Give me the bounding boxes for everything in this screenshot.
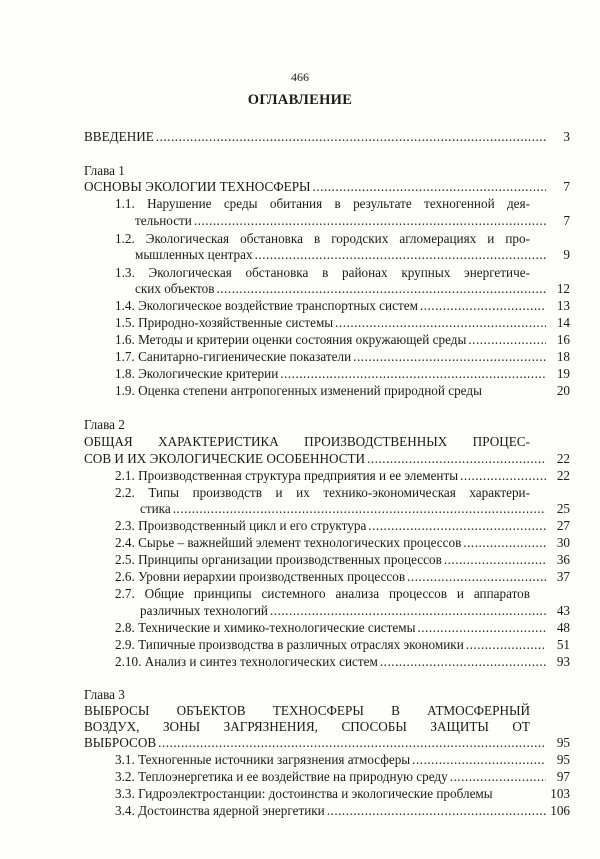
- toc-item-2-10: [115, 654, 570, 670]
- toc-item-text: 3.3. Гидроэлектростанции: достоинства и экологические проблемы: [115, 786, 493, 801]
- chapter-2-title-line1: ОБЩАЯ ХАРАКТЕРИСТИКА ПРОИЗВОДСТВЕННЫХ ПРОЦЕС-: [84, 434, 530, 449]
- leader-dots: [450, 769, 546, 785]
- leader-dots: [194, 213, 546, 229]
- toc-item-page: 51: [556, 637, 570, 652]
- chapter-title-text: ОСНОВЫ ЭКОЛОГИИ ТЕХНОСФЕРЫ: [84, 179, 311, 194]
- toc-item-page: 20: [556, 383, 570, 398]
- leader-dots: [156, 129, 546, 145]
- toc-item-1-3: [135, 281, 570, 297]
- page-number: 466: [291, 70, 309, 84]
- toc-item-text: 2.10. Анализ и синтез технологических систем: [115, 654, 378, 669]
- toc-item-1-2-line1: 1.2. Экологическая обстановка в городских агломерациях и про-: [115, 231, 530, 246]
- leader-dots: [380, 654, 546, 670]
- leader-dots: [407, 569, 546, 585]
- toc-item-3-3: [115, 786, 570, 802]
- toc-item-2-3: [115, 518, 570, 534]
- leader-dots: [444, 552, 546, 568]
- chapter-title-text: СОВ И ИХ ЭКОЛОГИЧЕСКИЕ ОСОБЕННОСТИ: [84, 451, 366, 466]
- toc-item-text: 3.2. Теплоэнергетика и ее воздействие на природную среду: [115, 769, 448, 784]
- chapter-1-title: [84, 179, 570, 195]
- toc-entry-page: 3: [563, 129, 570, 144]
- toc-item-page: 13: [556, 298, 570, 313]
- toc-item-text: ских объектов: [135, 281, 215, 296]
- toc-item-text: 2.1. Производственная структура предприятия и ее элементы: [115, 468, 459, 483]
- leader-dots: [367, 451, 546, 467]
- toc-item-2-7-line1: 2.7. Общие принципы системного анализа процессов и аппаратов: [115, 586, 530, 601]
- toc-item-2-6: [115, 569, 570, 585]
- chapter-page: 95: [556, 735, 570, 750]
- toc-item-2-2-line1: 2.2. Типы производств и их технико-экономическая характери-: [115, 485, 530, 500]
- toc-item-page: 48: [556, 620, 570, 635]
- toc-item-page: 95: [556, 752, 570, 767]
- toc-item-2-8: [115, 620, 570, 636]
- chapter-1-label: Глава 1: [84, 163, 125, 178]
- leader-dots: [270, 603, 546, 619]
- chapter-2-title: [84, 451, 570, 467]
- toc-item-3-1: [115, 752, 570, 768]
- toc-item-page: 93: [556, 654, 570, 669]
- toc-item-1-1: [135, 213, 570, 229]
- toc-item-page: 30: [556, 535, 570, 550]
- toc-item-2-1: [115, 468, 570, 484]
- toc-item-2-7: [140, 603, 570, 619]
- chapter-page: 7: [563, 179, 570, 194]
- toc-item-2-2: [140, 501, 570, 517]
- toc-item-1-2: [135, 247, 570, 263]
- leader-dots: [335, 315, 546, 331]
- toc-item-page: 43: [556, 603, 570, 618]
- toc-entry-intro: [84, 129, 570, 145]
- toc-item-text: стика: [140, 501, 171, 516]
- toc-item-page: 37: [556, 569, 570, 584]
- toc-title: ОГЛАВЛЕНИЕ: [247, 92, 353, 108]
- leader-dots: [463, 535, 546, 551]
- chapter-3-title-line1: ВЫБРОСЫ ОБЪЕКТОВ ТЕХНОСФЕРЫ В АТМОСФЕРНЫЙ: [84, 703, 530, 718]
- toc-item-text: 1.4. Экологическое воздействие транспортных систем: [115, 298, 418, 313]
- toc-item-1-9: [115, 383, 570, 399]
- toc-item-text: различных технологий: [140, 603, 268, 618]
- toc-item-page: 97: [556, 769, 570, 784]
- toc-item-page: 16: [556, 332, 570, 347]
- toc-item-page: 27: [556, 518, 570, 533]
- toc-item-1-4: [115, 298, 570, 314]
- toc-item-page: 18: [556, 349, 570, 364]
- leader-dots: [255, 247, 546, 263]
- chapter-page: 22: [556, 451, 570, 466]
- leader-dots: [173, 501, 546, 517]
- leader-dots: [158, 735, 546, 751]
- toc-item-page: 14: [556, 315, 570, 330]
- toc-item-text: 1.8. Экологические критерии: [115, 366, 279, 381]
- toc-item-text: 1.7. Санитарно-гигиенические показатели: [115, 349, 352, 364]
- toc-item-page: 106: [550, 803, 570, 818]
- toc-item-page: 25: [556, 501, 570, 516]
- toc-item-page: 19: [556, 366, 570, 381]
- toc-item-text: 3.1. Техногенные источники загрязнения атмосферы: [115, 752, 411, 767]
- leader-dots: [466, 637, 546, 653]
- toc-item-text: 1.5. Природно-хозяйственные системы: [115, 315, 334, 330]
- chapter-title-text: ВЫБРОСОВ: [84, 735, 157, 750]
- toc-item-text: 1.6. Методы и критерии оценки состояния окружающей среды: [115, 332, 467, 347]
- toc-item-page: 36: [556, 552, 570, 567]
- toc-item-page: 9: [563, 247, 570, 262]
- toc-item-text: 2.8. Технические и химико-технологические системы: [115, 620, 416, 635]
- toc-item-1-5: [115, 315, 570, 331]
- chapter-3-title-line2: ВОЗДУХ, ЗОНЫ ЗАГРЯЗНЕНИЯ, СПОСОБЫ ЗАЩИТЫ ОТ: [84, 719, 530, 734]
- toc-item-text: 2.3. Производственный цикл и его структура: [115, 518, 367, 533]
- toc-item-3-4: [115, 803, 570, 819]
- toc-item-page: 103: [550, 786, 570, 801]
- leader-dots: [368, 518, 546, 534]
- leader-dots: [313, 179, 546, 195]
- toc-item-1-3-line1: 1.3. Экологическая обстановка в районах крупных энергетиче-: [115, 265, 530, 280]
- toc-item-text: 2.6. Уровни иерархии производственных процессов: [115, 569, 406, 584]
- toc-item-text: 2.9. Типичные производства в различных отраслях экономики: [115, 637, 464, 652]
- toc-item-2-4: [115, 535, 570, 551]
- leader-dots: [417, 620, 546, 636]
- leader-dots: [353, 349, 546, 365]
- toc-item-text: тельности: [135, 213, 192, 228]
- leader-dots: [217, 281, 547, 297]
- toc-item-page: 22: [556, 468, 570, 483]
- toc-item-text: 2.5. Принципы организации производственных процессов: [115, 552, 442, 567]
- toc-item-2-9: [115, 637, 570, 653]
- toc-item-text: 2.4. Сырье – важнейший элемент технологических процессов: [115, 535, 462, 550]
- leader-dots: [420, 298, 546, 314]
- toc-item-page: 12: [556, 281, 570, 296]
- leader-dots: [280, 366, 546, 382]
- leader-dots: [327, 803, 546, 819]
- chapter-3-label: Глава 3: [84, 687, 125, 702]
- leader-dots: [412, 752, 546, 768]
- toc-item-text: 1.9. Оценка степени антропогенных изменений природной среды: [115, 383, 482, 398]
- toc-entry-text: ВВЕДЕНИЕ: [84, 129, 154, 144]
- toc-item-1-7: [115, 349, 570, 365]
- toc-item-1-8: [115, 366, 570, 382]
- chapter-2-label: Глава 2: [84, 417, 125, 432]
- leader-dots: [468, 332, 546, 348]
- toc-item-2-5: [115, 552, 570, 568]
- chapter-3-title: [84, 735, 570, 751]
- toc-item-text: мышленных центрах: [135, 247, 253, 262]
- toc-item-page: 7: [563, 213, 570, 228]
- toc-item-1-6: [115, 332, 570, 348]
- toc-item-text: 3.4. Достоинства ядерной энергетики: [115, 803, 325, 818]
- toc-item-1-1-line1: 1.1. Нарушение среды обитания в результате техногенной дея-: [115, 196, 530, 211]
- leader-dots: [460, 468, 546, 484]
- toc-item-3-2: [115, 769, 570, 785]
